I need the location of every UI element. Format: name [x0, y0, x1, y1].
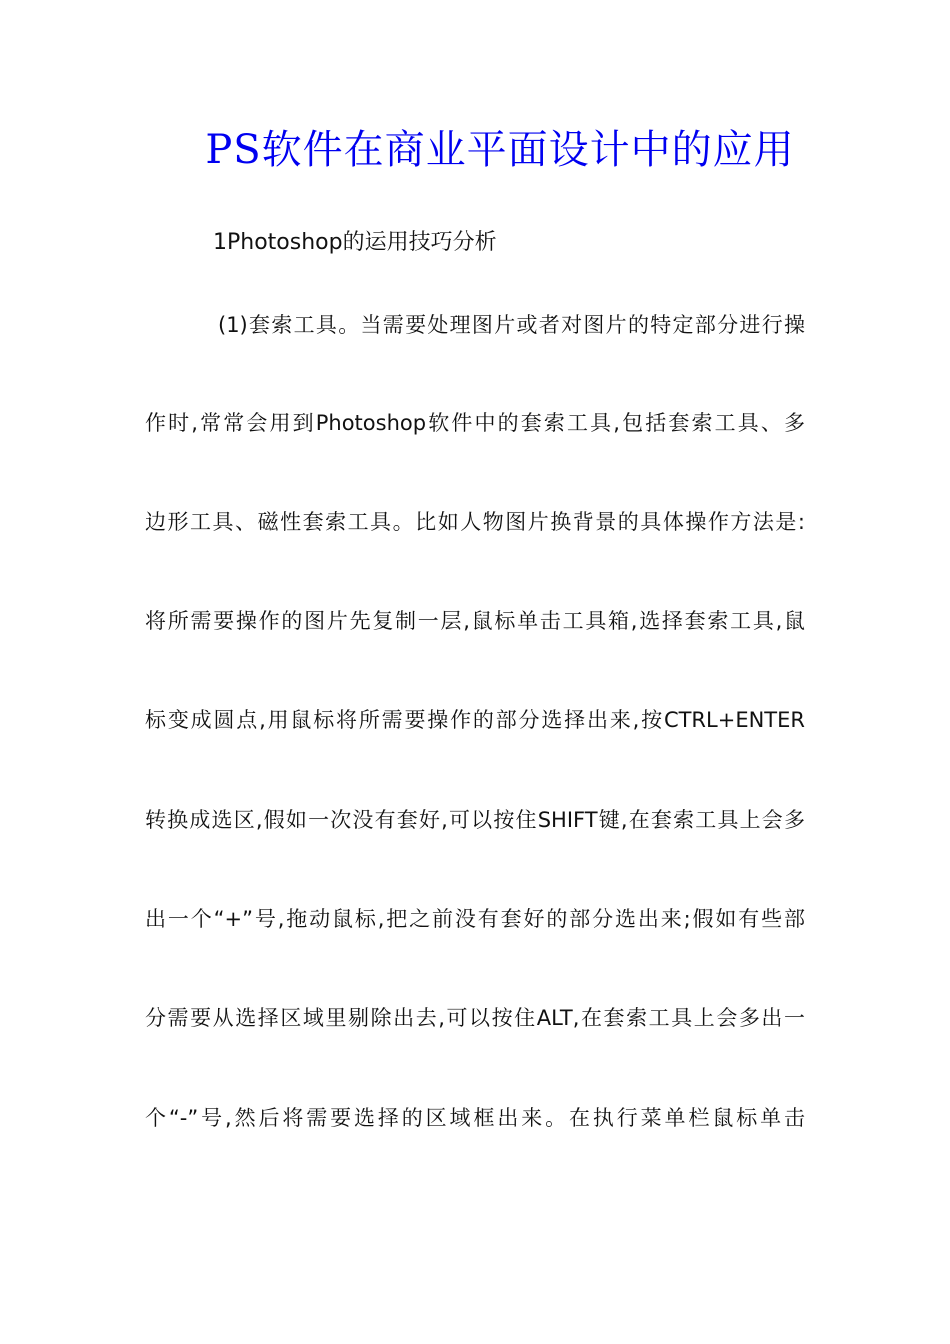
paragraph-line: 将所需要操作的图片先复制一层,鼠标单击工具箱,选择套索工具,鼠 [145, 609, 805, 633]
paragraph-line: 分需要从选择区域里剔除出去,可以按住ALT,在套索工具上会多出一 [145, 1006, 805, 1030]
paragraph-line: 边形工具、磁性套索工具。比如人物图片换背景的具体操作方法是: [145, 510, 805, 534]
document-title: PS软件在商业平面设计中的应用 [205, 127, 795, 173]
paragraph-line: 标变成圆点,用鼠标将所需要操作的部分选择出来,按CTRL+ENTER [145, 708, 805, 732]
paragraph-line: 出一个“+”号,拖动鼠标,把之前没有套好的部分选出来;假如有些部 [145, 907, 805, 931]
section-heading: 1Photoshop的运用技巧分析 [213, 230, 497, 255]
paragraph-line: 作时,常常会用到Photoshop软件中的套索工具,包括套索工具、多 [145, 411, 805, 435]
paragraph-line: 个“-”号,然后将需要选择的区域框出来。在执行菜单栏鼠标单击 [145, 1106, 805, 1130]
paragraph-line: 转换成选区,假如一次没有套好,可以按住SHIFT键,在套索工具上会多 [145, 808, 805, 832]
paragraph-line: (1)套索工具。当需要处理图片或者对图片的特定部分进行操 [218, 313, 805, 337]
